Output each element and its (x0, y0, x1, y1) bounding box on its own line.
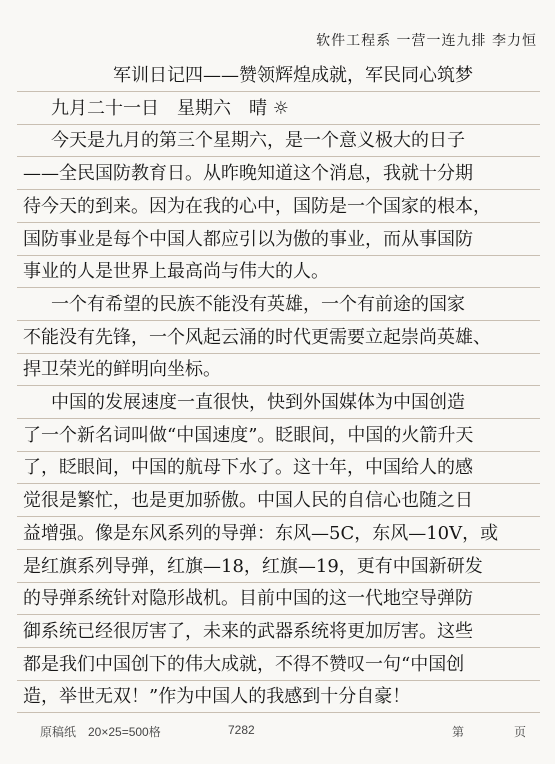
handwritten-line: 了，眨眼间，中国的航母下水了。这十年，中国给人的感 (23, 457, 473, 479)
handwritten-line: 待今天的到来。因为在我的心中，国防是一个国家的根本， (23, 195, 491, 217)
handwritten-line: 的导弹系统针对隐形战机。目前中国的这一代地空导弹防 (23, 588, 473, 610)
ruled-line (17, 91, 540, 92)
paper-code: 7282 (228, 723, 255, 737)
ruled-line (17, 516, 540, 517)
handwritten-line: 九月二十一日 星期六 晴 ☼ (51, 97, 289, 119)
ruled-line (17, 156, 540, 157)
ruled-line (17, 483, 540, 484)
ruled-line (17, 647, 540, 648)
ruled-line (17, 255, 540, 256)
handwritten-line: 益增强。像是东风系列的导弹：东风—5C，东风—10V，或 (23, 522, 499, 544)
ruled-line (17, 680, 540, 681)
ruled-line (17, 353, 540, 354)
handwritten-line: 事业的人是世界上最高尚与伟大的人。 (23, 261, 329, 283)
page-label: 第 (452, 725, 465, 739)
ruled-line (17, 189, 540, 190)
ruled-line (17, 549, 540, 550)
ruled-line (17, 418, 540, 419)
ruled-line (17, 222, 540, 223)
handwritten-line: 是红旗系列导弹，红旗—18，红旗—19，更有中国新研发 (23, 555, 483, 577)
handwritten-line: 国防事业是每个中国人都应引以为傲的事业，而从事国防 (23, 228, 473, 250)
handwritten-line: ——全民国防教育日。从昨晚知道这个消息，我就十分期 (23, 163, 473, 185)
paper-spec-label: 原稿纸 20×25=500格 (40, 725, 161, 739)
handwritten-line: 了一个新名词叫做“中国速度”。眨眼间，中国的火箭升天 (23, 424, 474, 446)
ruled-line (17, 124, 540, 125)
handwritten-line: 一个有希望的民族不能没有英雄，一个有前途的国家 (51, 293, 465, 315)
ruled-line (17, 320, 540, 321)
handwritten-line: 不能没有先锋，一个风起云涌的时代更需要立起崇尚英雄、 (23, 326, 491, 348)
handwritten-line: 觉很是繁忙，也是更加骄傲。中国人民的自信心也随之日 (23, 490, 473, 512)
ruled-line (17, 712, 540, 713)
handwritten-line: 都是我们中国创下的伟大成就，不得不赞叹一句“中国创 (23, 653, 465, 675)
ruled-line (17, 385, 540, 386)
handwritten-line: 今天是九月的第三个星期六，是一个意义极大的日子 (51, 130, 465, 152)
handwritten-line: 御系统已经很厉害了，未来的武器系统将更加厉害。这些 (23, 620, 473, 642)
handwritten-line: 中国的发展速度一直很快，快到外国媒体为中国创造 (51, 392, 465, 413)
ruled-line (17, 451, 540, 452)
handwritten-line: 军训日记四——赞领辉煌成就，军民同心筑梦 (113, 65, 473, 86)
page-suffix: 页 (514, 725, 527, 739)
writer-name: 软件工程系 一营一连九排 李力恒 (316, 33, 537, 49)
ruled-line (17, 287, 540, 288)
ruled-line (17, 614, 540, 615)
ruled-line (17, 582, 540, 583)
manuscript-grid (17, 57, 540, 712)
handwritten-line: 捍卫荣光的鲜明向坐标。 (23, 359, 221, 381)
handwritten-line: 造，举世无双！”作为中国人的我感到十分自豪！ (23, 686, 411, 708)
